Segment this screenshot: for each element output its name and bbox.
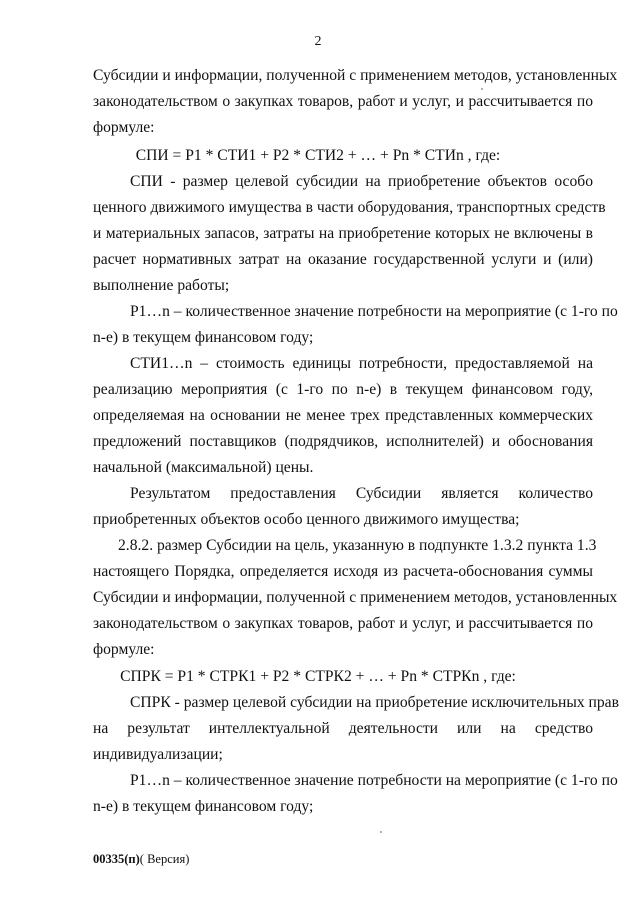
text-line: реализацию мероприятия (с 1-го по n-е) в текущем финансовом году, bbox=[93, 381, 593, 398]
text-line: СТИ1…n – стоимость единицы потребности, предоставляемой на bbox=[130, 355, 593, 372]
text-line: n-е) в текущем финансовом году; bbox=[93, 798, 314, 815]
text-line: индивидуализации; bbox=[93, 746, 223, 763]
text-line: P1…n – количественное значение потребности на мероприятие (с 1-го по bbox=[130, 303, 618, 320]
formula-2: СПРК = P1 * СТРК1 + P2 * СТРК2 + … + Pn * СТРКn , где: bbox=[120, 668, 516, 685]
text-line: формуле: bbox=[93, 119, 155, 136]
text-line: приобретенных объектов особо ценного движимого имущества; bbox=[93, 511, 520, 528]
text-line: расчет нормативных затрат на оказание государственной услуги и (или) bbox=[93, 251, 593, 268]
text-line: выполнение работы; bbox=[93, 277, 230, 294]
text-line: P1…n – количественное значение потребности на мероприятие (с 1-го по bbox=[130, 772, 618, 789]
text-line: ценного движимого имущества в части оборудования, транспортных средств bbox=[93, 199, 606, 216]
scan-speck bbox=[481, 88, 483, 90]
scan-speck bbox=[380, 831, 382, 833]
text-line: законодательством о закупках товаров, работ и услуг, и рассчитывается по bbox=[93, 615, 593, 632]
text-line: формуле: bbox=[93, 641, 155, 658]
text-line: СПРК - размер целевой субсидии на приобретение исключительных прав bbox=[130, 694, 619, 711]
text-line: настоящего Порядка, определяется исходя из расчета-обоснования суммы bbox=[93, 563, 593, 580]
text-line: на результат интеллектуальной деятельности или на средство bbox=[93, 720, 593, 737]
text-line: СПИ - размер целевой субсидии на приобретение объектов особо bbox=[130, 173, 593, 190]
footer bbox=[93, 852, 189, 867]
document-code: 00335(п) bbox=[93, 852, 140, 866]
text-line: определяемая на основании не менее трех представленных коммерческих bbox=[93, 407, 593, 424]
text-line: предложений поставщиков (подрядчиков, исполнителей) и обоснования bbox=[93, 433, 593, 450]
text-line: начальной (максимальной) цены. bbox=[93, 459, 314, 476]
document-version: ( Версия) bbox=[139, 852, 190, 866]
text-line: n-е) в текущем финансовом году; bbox=[93, 329, 314, 346]
text-line: 2.8.2. размер Субсидии на цель, указанную в подпункте 1.3.2 пункта 1.3 bbox=[118, 537, 597, 554]
text-line: и материальных запасов, затраты на приобретение которых не включены в bbox=[93, 225, 593, 242]
text-line: законодательством о закупках товаров, работ и услуг, и рассчитывается по bbox=[93, 93, 593, 110]
page-number: 2 bbox=[314, 34, 322, 49]
formula-1: СПИ = P1 * СТИ1 + P2 * СТИ2 + … + Pn * СТИn , где: bbox=[135, 147, 501, 164]
text-line: Субсидии и информации, полученной с применением методов, установленных bbox=[93, 67, 618, 84]
text-line: Субсидии и информации, полученной с применением методов, установленных bbox=[93, 589, 618, 606]
text-line: Результатом предоставления Субсидии является количество bbox=[130, 485, 593, 502]
